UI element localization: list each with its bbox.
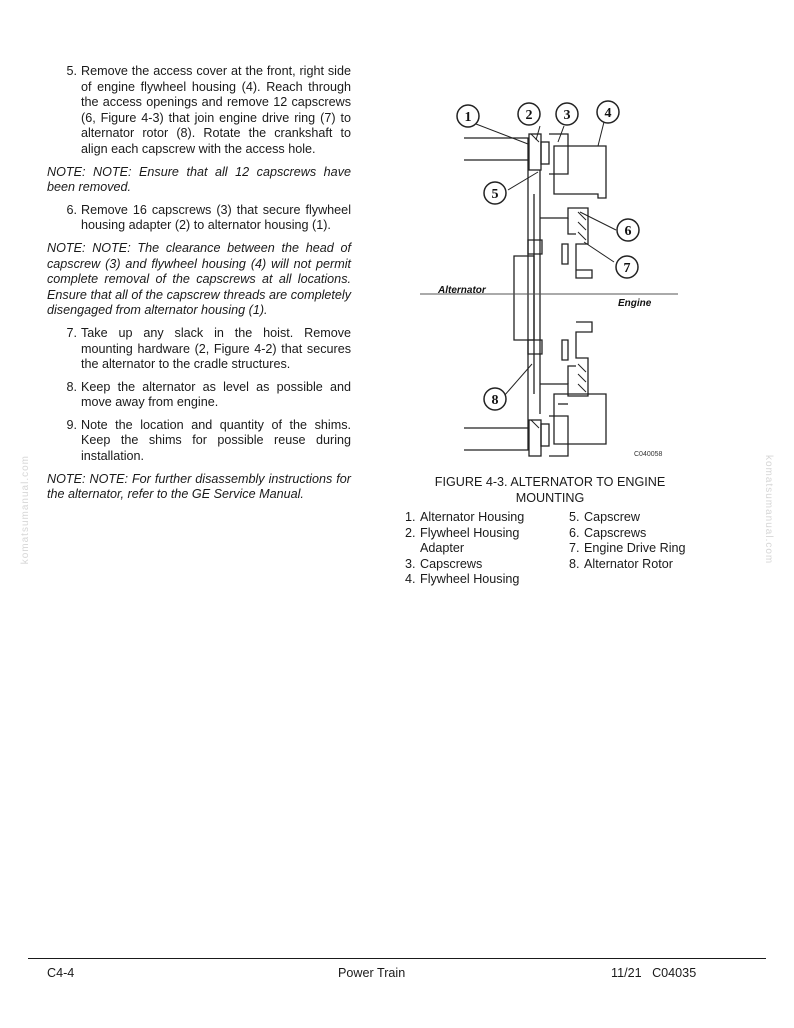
step-6 [47,203,351,234]
note: NOTE: NOTE: For further disassembly instructions for the alternator, refer to the GE Service Manual. [47,471,351,502]
figure-code: C040058 [634,451,663,458]
callout-8: 8 [491,393,499,408]
step-5 [47,64,351,158]
legend-item: 6. Capscrews [569,525,647,540]
step-text: Take up any slack in the hoist. Remove mounting hardware (2, Figure 4-2) that secures the alternator to the cradle structures. [81,325,351,372]
legend-item: 4. Flywheel Housing [405,572,520,587]
step-9 [47,418,351,465]
callout-2: 2 [525,108,533,123]
watermark-right: komatsumanual.com [763,455,774,565]
step-number: 7. [66,325,77,340]
step-text: Remove the access cover at the front, right side of engine flywheel housing (4). Reach through the access openings and remove 12 capscrews (6, Figure 4-3) that join engine drive ring (7) to alternator rotor (8). Rotate the crankshaft to align each capscrew with the access hole. [81,64,351,156]
label-alternator: Alternator [438,285,486,296]
figure-alternator-engine-mounting [408,94,698,466]
callout-4: 4 [604,106,612,121]
step-text: Remove 16 capscrews (3) that secure flywheel housing adapter (2) to alternator housing (1). [81,202,351,233]
procedure-text [47,64,351,503]
callout-5: 5 [491,187,499,202]
note: NOTE: NOTE: The clearance between the head of capscrew (3) and flywheel housing (4) will not permit complete removal of the capscrews at all locations. Ensure that all of the capscrew threads are completely disengaged from alternator housing (1). [47,240,351,318]
footer-rule [28,958,766,959]
footer-section-title: Power Train [338,966,406,980]
legend-item: 5. Capscrew [569,510,640,524]
step-8 [47,380,351,411]
label-engine: Engine [618,298,652,309]
step-number: 6. [66,202,77,217]
callout-3: 3 [563,108,571,123]
step-number: 5. [66,64,77,78]
figure-caption: FIGURE 4-3. ALTERNATOR TO ENGINE MOUNTING [434,475,666,505]
footer-doc-code: 11/21 C04035 [611,966,697,980]
step-text: Note the location and quantity of the shims. Keep the shims for possible reuse during installation. [81,417,351,464]
callout-6: 6 [624,224,632,239]
figure-legend [405,510,705,588]
mounting-diagram [408,94,698,466]
footer-page-number: C4-4 [47,966,75,980]
legend-item: 7. Engine Drive Ring [569,541,686,556]
step-number: 9. [66,417,77,432]
callout-7: 7 [623,261,631,276]
callout-1: 1 [464,110,472,125]
watermark-left: komatsumanual.com [20,455,31,565]
legend-item: 3. Capscrews [405,556,483,571]
step-text: Keep the alternator as level as possible and move away from engine. [81,379,351,410]
note: NOTE: NOTE: Ensure that all 12 capscrews have been removed. [47,164,351,195]
step-7 [47,326,351,373]
legend-column-left [405,510,569,588]
legend-item: 2. Flywheel Housing Adapter [405,525,520,556]
legend-column-right [569,510,705,588]
legend-item: 8. Alternator Rotor [569,556,673,571]
legend-item: 1. Alternator Housing [405,510,525,524]
step-number: 8. [66,379,77,394]
